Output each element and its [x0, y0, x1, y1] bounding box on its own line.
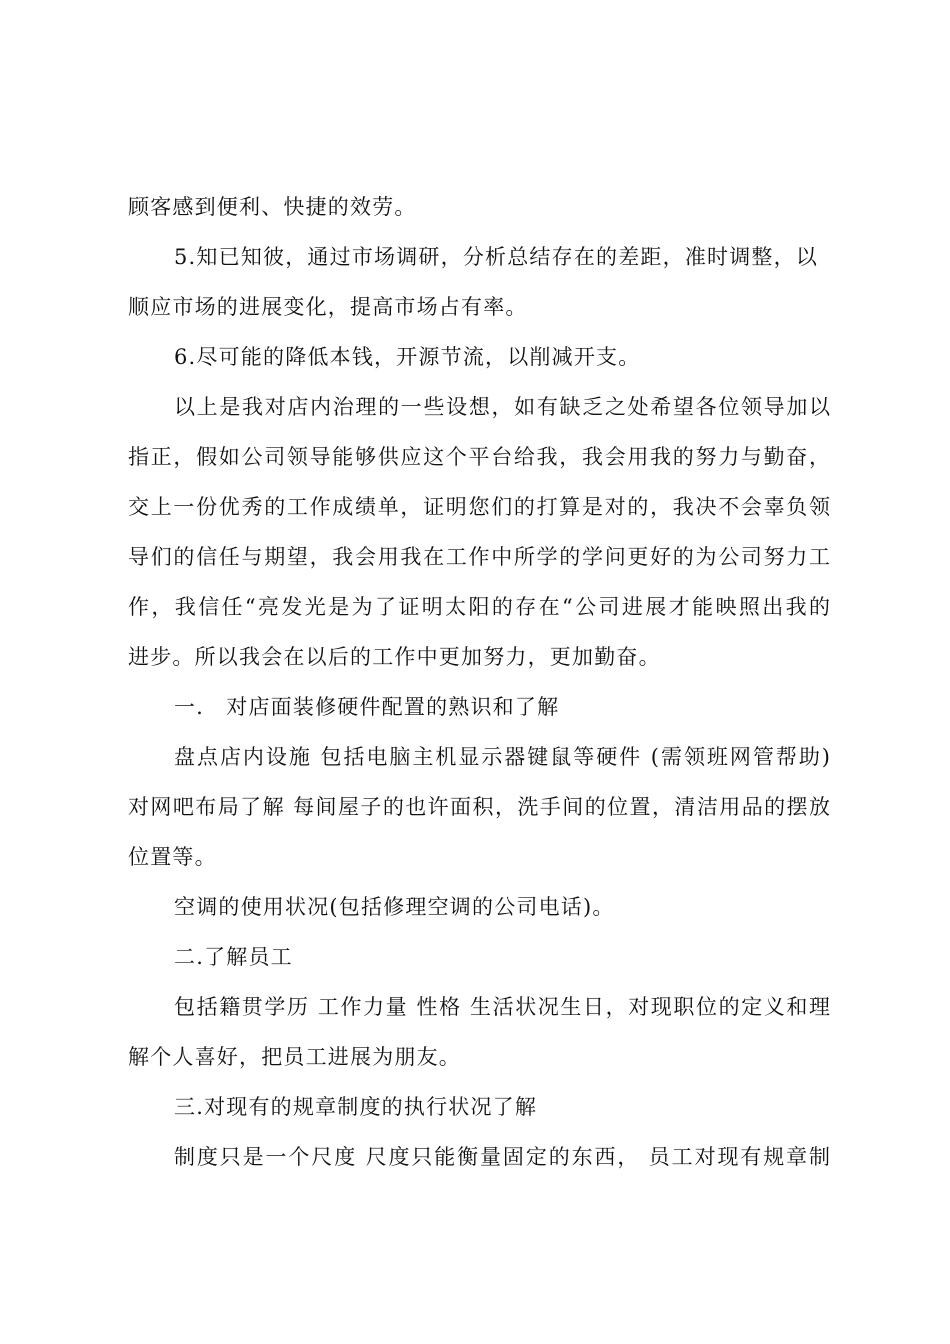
paragraph-line: 制度只是一个尺度 尺度只能衡量固定的东西， 员工对现有规章制 — [174, 1145, 830, 1169]
paragraph-line: 位置等。 — [128, 845, 217, 869]
paragraph-line: 解个人喜好，把员工进展为朋友。 — [128, 1045, 461, 1069]
paragraph-line: 指正，假如公司领导能够供应这个平台给我，我会用我的努力与勤奋， — [128, 445, 830, 469]
section-heading: 三.对现有的规章制度的执行状况了解 — [174, 1095, 538, 1119]
paragraph-line: 包括籍贯学历 工作力量 性格 生活状况生日，对现职位的定义和理 — [174, 995, 830, 1019]
paragraph-line: 交上一份优秀的工作成绩单，证明您们的打算是对的，我决不会辜负领 — [128, 495, 830, 519]
paragraph-line: 顾客感到便利、快捷的效劳。 — [128, 195, 417, 219]
paragraph-line: 以上是我对店内治理的一些设想，如有缺乏之处希望各位领导加以 — [174, 395, 830, 419]
section-heading: 二.了解员工 — [174, 945, 293, 969]
paragraph-line: 顺应市场的进展变化，提高市场占有率。 — [128, 295, 528, 319]
paragraph-line: 导们的信任与期望，我会用我在工作中所学的学问更好的为公司努力工 — [128, 545, 830, 569]
paragraph-line: 6.尽可能的降低本钱，开源节流，以削减开支。 — [174, 345, 641, 369]
paragraph-line: 盘点店内设施 包括电脑主机显示器键鼠等硬件 (需领班网管帮助) — [174, 745, 830, 769]
paragraph-line: 空调的使用状况(包括修理空调的公司电话)。 — [174, 895, 615, 919]
paragraph-line: 对网吧布局了解 每间屋子的也许面积，洗手间的位置，清洁用品的摆放 — [128, 795, 830, 819]
section-heading: 一． 对店面装修硬件配置的熟识和了解 — [174, 695, 560, 719]
paragraph-line: 进步。所以我会在以后的工作中更加努力，更加勤奋。 — [128, 645, 661, 669]
paragraph-line: 5.知已知彼，通过市场调研，分析总结存在的差距，准时调整，以 — [174, 245, 819, 269]
paragraph-line: 作，我信任“亮发光是为了证明太阳的存在“公司进展才能映照出我的 — [128, 595, 830, 619]
